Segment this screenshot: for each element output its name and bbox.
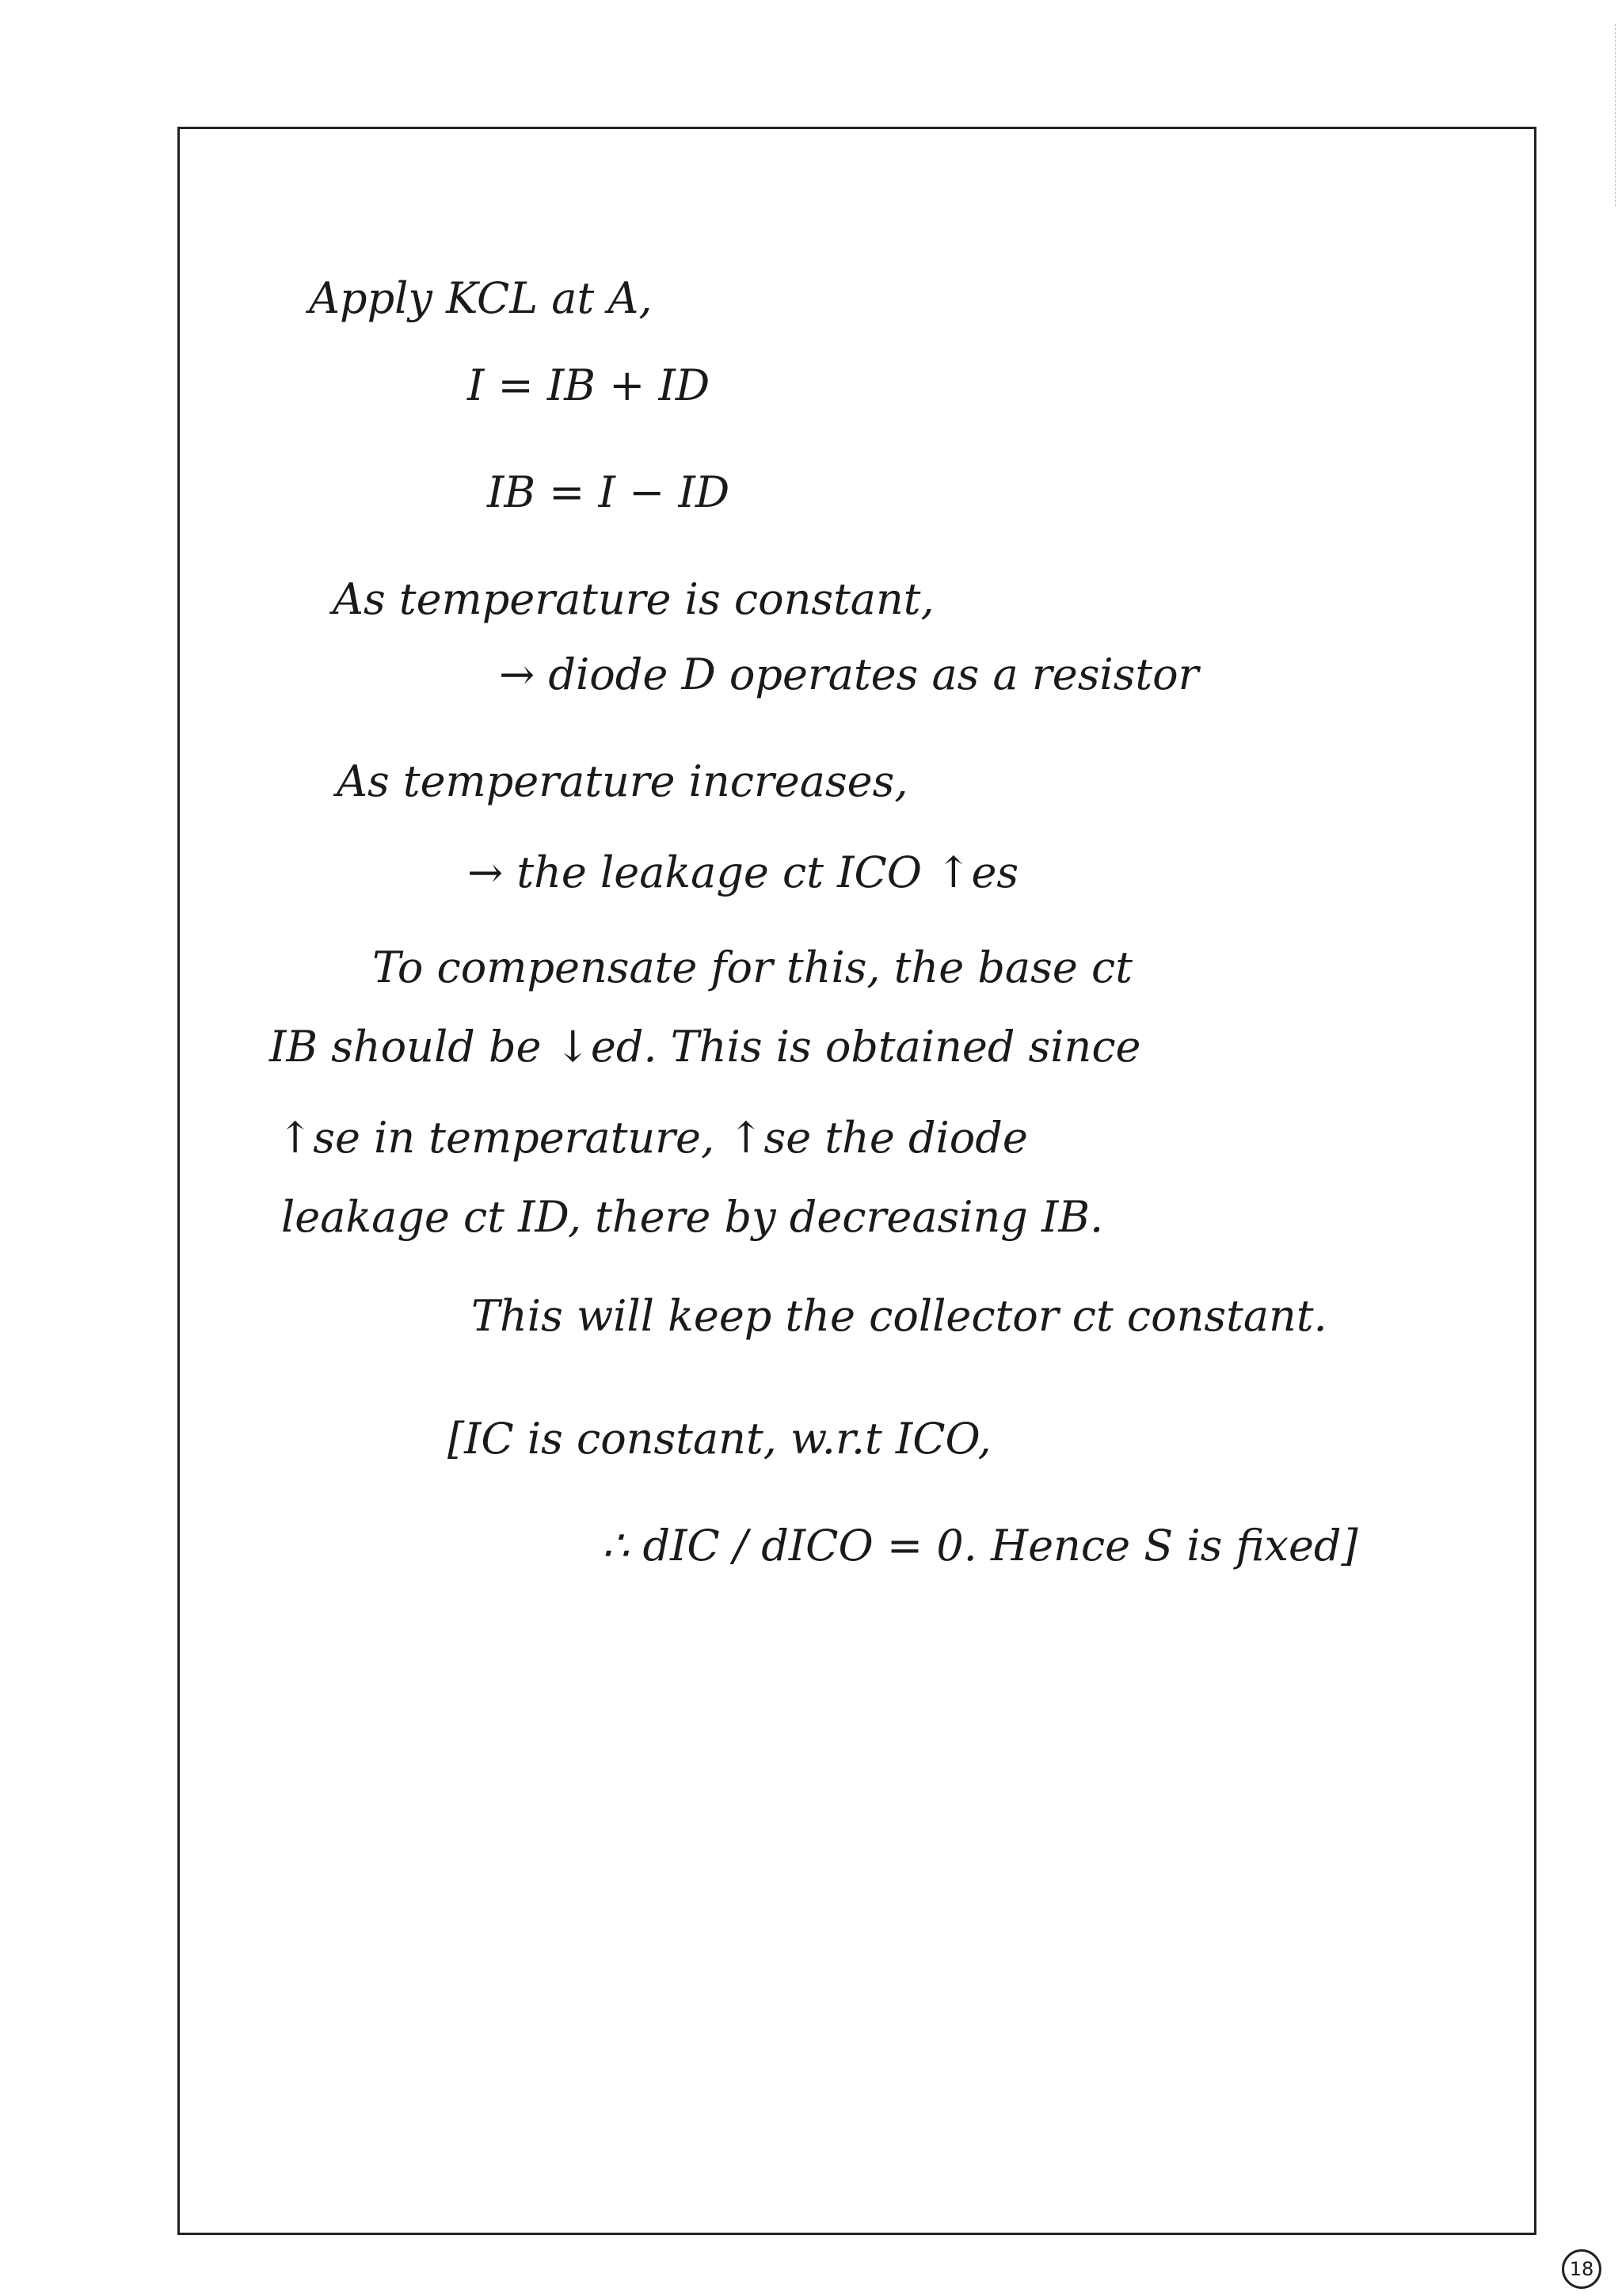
page-number: 18 (1562, 2249, 1601, 2289)
note-line-1: Apply KCL at A, (309, 273, 653, 323)
note-line-8: To compensate for this, the base ct (372, 942, 1133, 992)
note-line-11: leakage ct ID, there by decreasing IB. (281, 1192, 1104, 1242)
note-line-7: → the leakage ct ICO ↑es (467, 847, 1019, 897)
note-line-6: As temperature increases, (337, 756, 908, 806)
note-line-4: As temperature is constant, (333, 574, 935, 624)
note-line-14: ∴ dIC / dICO = 0. Hence S is fixed] (602, 1521, 1358, 1571)
note-line-10: ↑se in temperature, ↑se the diode (277, 1113, 1028, 1163)
page-border (177, 127, 1536, 2235)
note-line-3: IB = I − ID (487, 467, 730, 517)
note-line-12: This will keep the collector ct constant. (471, 1291, 1327, 1341)
note-line-5: → diode D operates as a resistor (499, 649, 1199, 699)
note-line-13: [IC is constant, w.r.t ICO, (447, 1414, 992, 1464)
note-line-9: IB should be ↓ed. This is obtained since (269, 1022, 1141, 1072)
scan-edge-marks (1613, 24, 1616, 206)
note-line-2: I = IB + ID (467, 360, 710, 410)
